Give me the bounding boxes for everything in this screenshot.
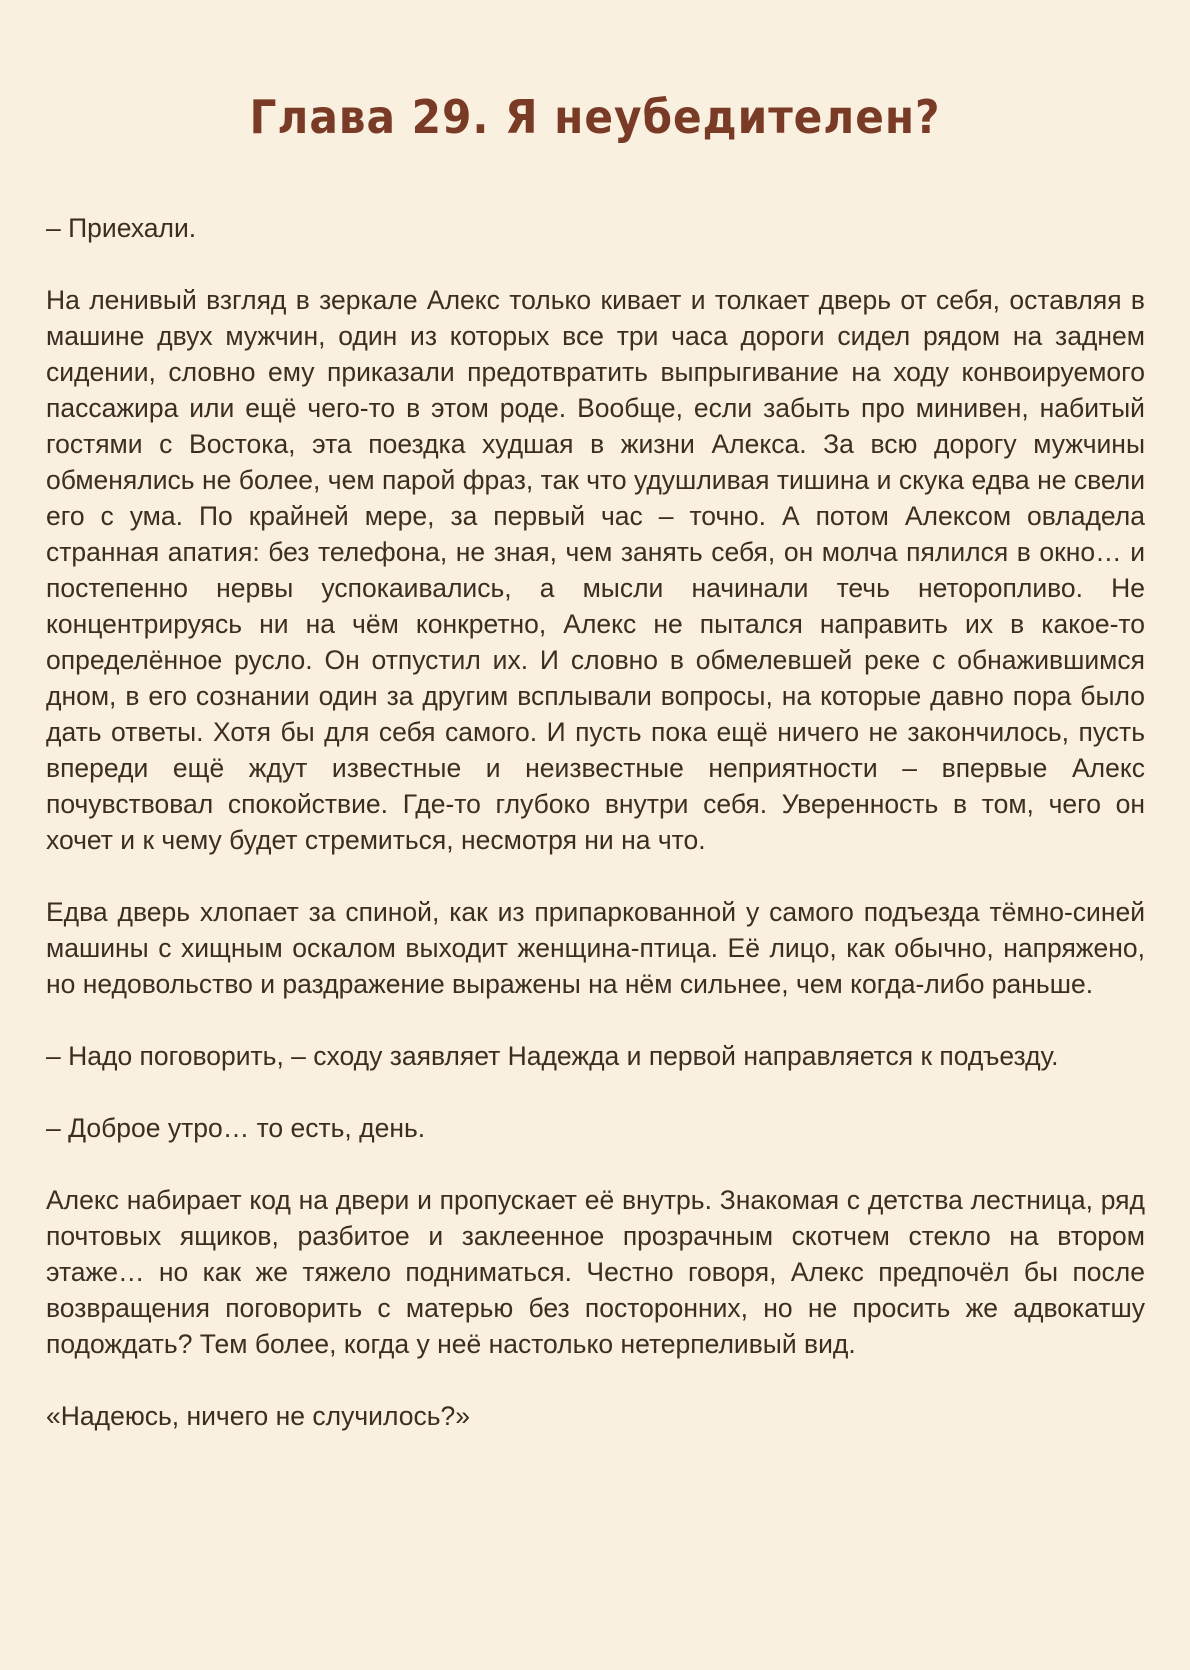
chapter-title: Глава 29. Я неубедителен? xyxy=(249,89,941,144)
paragraph: – Приехали. xyxy=(46,213,197,243)
paragraph: На ленивый взгляд в зеркале Алекс только кивает и толкает дверь от себя, оставляя в машине двух мужчин, один из которых все три часа дороги сидел рядом на заднем сидении, словно ему приказали предотвратить выпрыгивание на ходу конвоируемого пассажира или ещё чего-то в этом роде. Вообще, если забыть про минивен, набитый гостями с Востока, эта поездка худшая в жизни Алекса. За всю дорогу мужчины обменялись не более, чем парой фраз, так что удушливая тишина и скука едва не свели его с ума. По крайней мере, за первый час – точно. А потом Алексом овладела странная апатия: без телефона, не зная, чем занять себя, он молча пялился в окно… и постепенно нервы успокаивались, а мысли начинали течь неторопливо. Не концентрируясь ни на чём конкретно, Алекс не пытался направить их в какое-то определённое русло. Он отпустил их. И словно в обмелевшей реке с обнажившимся дном, в его сознании один за другим всплывали вопросы, на которые давно пора было дать ответы. Хотя бы для себя самого. И пусть пока ещё ничего не закончилось, пусть впереди ещё ждут известные и неизвестные неприятности – впервые Алекс почувствовал спокойствие. Где-то глубоко внутри себя. Уверенность в том, чего он хочет и к чему будет стремиться, несмотря ни на что. xyxy=(46,285,1145,855)
paragraph: Алекс набирает код на двери и пропускает её внутрь. Знакомая с детства лестница, ряд почтовых ящиков, разбитое и заклеенное прозрачным скотчем стекло на втором этаже… но как же тяжело подниматься. Честно говоря, Алекс предпочёл бы после возвращения поговорить с матерью без посторонних, но не просить же адвокатшу подождать? Тем более, когда у неё настолько нетерпеливый вид. xyxy=(46,1185,1145,1359)
paragraph: «Надеюсь, ничего не случилось?» xyxy=(46,1401,470,1431)
paragraph: Едва дверь хлопает за спиной, как из припаркованной у самого подъезда тёмно-синей машины с хищным оскалом выходит женщина-птица. Её лицо, как обычно, напряжено, но недовольство и раздражение выражены на нём сильнее, чем когда-либо раньше. xyxy=(46,897,1145,999)
chapter-text xyxy=(46,210,1145,1434)
paragraph: – Доброе утро… то есть, день. xyxy=(46,1113,426,1143)
paragraph: – Надо поговорить, – сходу заявляет Надежда и первой направляется к подъезду. xyxy=(46,1041,1059,1071)
